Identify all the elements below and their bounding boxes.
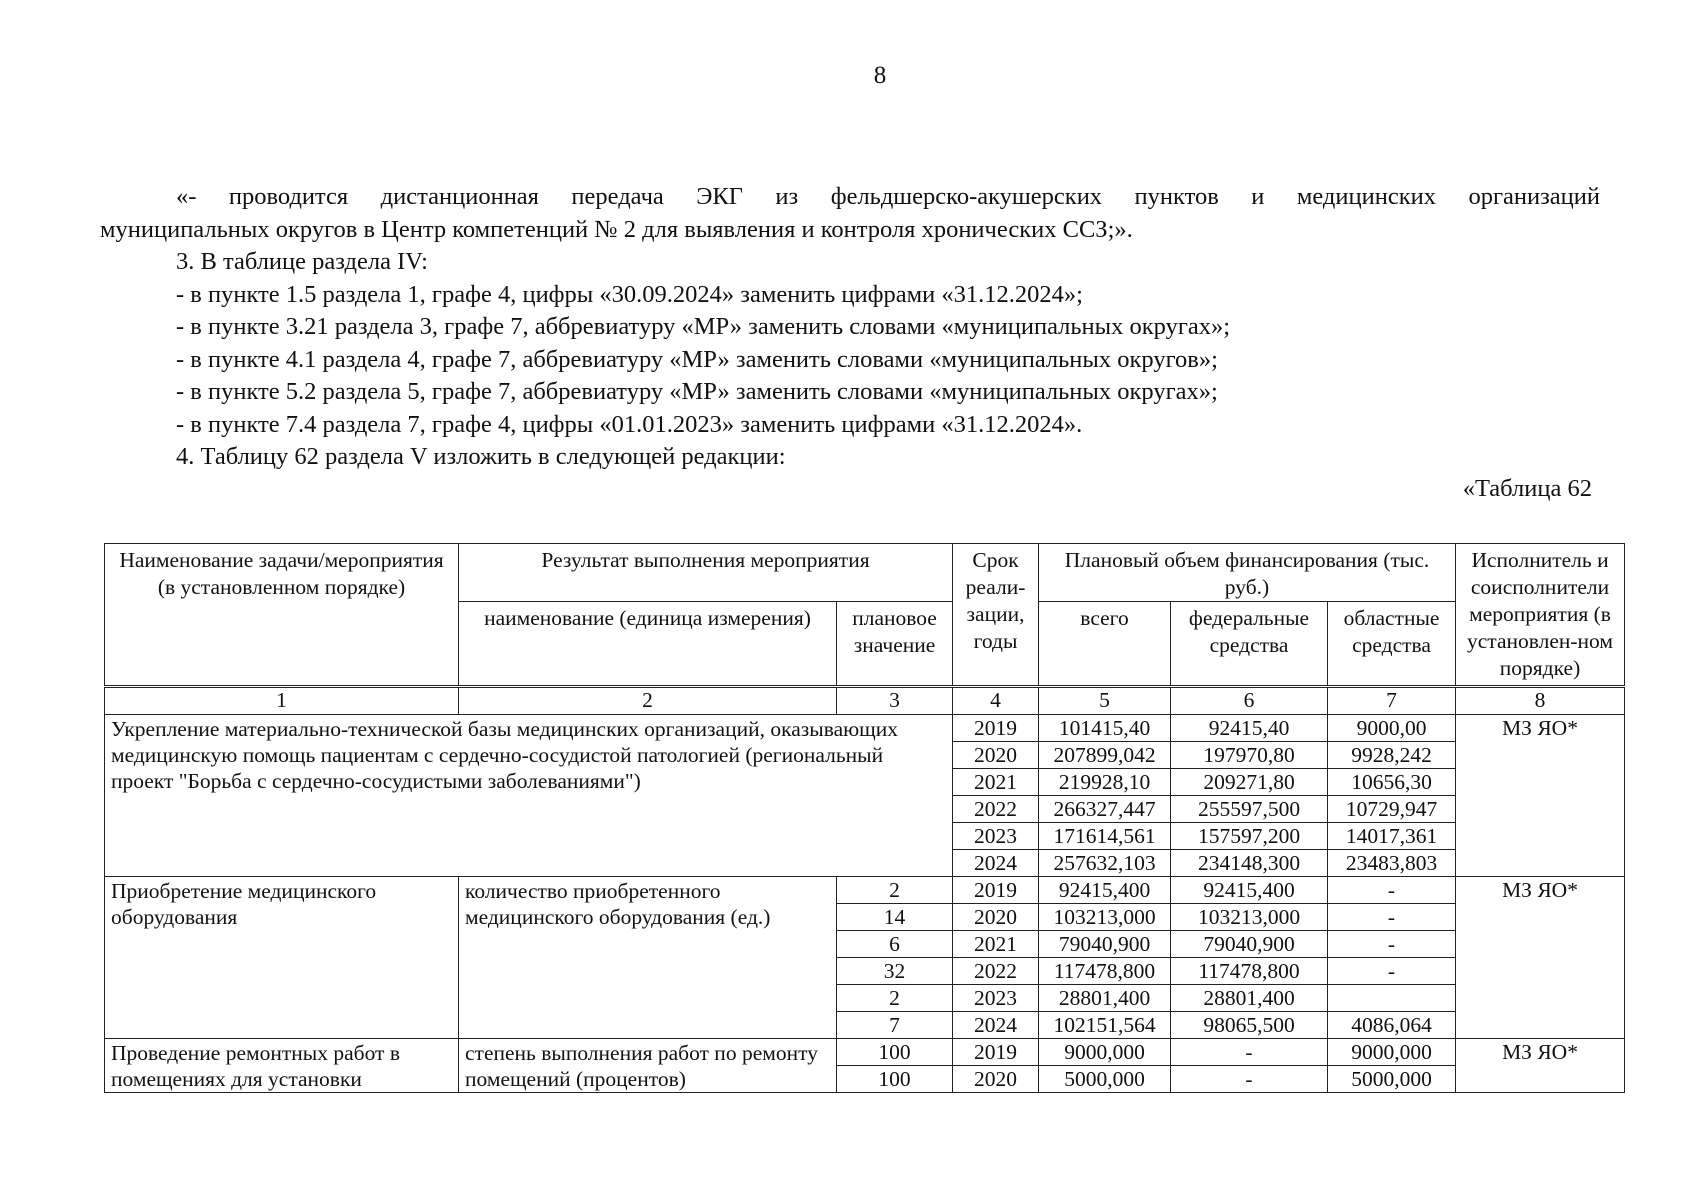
total-cell: 266327,447 — [1039, 796, 1171, 823]
amendment-item: - в пункте 5.2 раздела 5, графе 7, аббревиатуру «МР» заменить словами «муниципальных округах»; — [176, 378, 1218, 405]
column-number: 8 — [1456, 687, 1625, 715]
federal-cell: 255597,500 — [1171, 796, 1328, 823]
paragraph-section-iv: 3. В таблице раздела IV: — [176, 248, 428, 275]
column-number: 5 — [1039, 687, 1171, 715]
total-cell: 117478,800 — [1039, 958, 1171, 985]
planned-cell: 2 — [837, 985, 953, 1012]
federal-cell: 79040,900 — [1171, 931, 1328, 958]
regional-cell: 5000,000 — [1328, 1066, 1456, 1093]
year-cell: 2020 — [953, 904, 1039, 931]
column-number: 4 — [953, 687, 1039, 715]
federal-cell: - — [1171, 1039, 1328, 1066]
total-cell: 79040,900 — [1039, 931, 1171, 958]
regional-cell: - — [1328, 877, 1456, 904]
regional-cell: 9000,000 — [1328, 1039, 1456, 1066]
executor-cell: МЗ ЯО* — [1456, 715, 1625, 877]
header-regional: областные средства — [1328, 602, 1456, 687]
year-cell: 2019 — [953, 715, 1039, 742]
total-cell: 257632,103 — [1039, 850, 1171, 877]
total-cell: 219928,10 — [1039, 769, 1171, 796]
federal-cell: 209271,80 — [1171, 769, 1328, 796]
paragraph-ecg-continued: муниципальных округов в Центр компетенций № 2 для выявления и контроля хронических ССЗ;». — [100, 216, 1133, 243]
paragraph-ecg: «- проводится дистанционная передача ЭКГ из фельдшерско-акушерских пунктов и медицинских организаций — [176, 183, 1600, 210]
total-cell: 28801,400 — [1039, 985, 1171, 1012]
federal-cell: 197970,80 — [1171, 742, 1328, 769]
total-cell: 101415,40 — [1039, 715, 1171, 742]
regional-cell — [1328, 985, 1456, 1012]
year-cell: 2019 — [953, 877, 1039, 904]
task-name: Укрепление материально-технической базы медицинских организаций, оказывающих медицинскую помощь пациентам с сердечно-сосудистой патологией (региональный проект "Борьба с сердечно-сосудистыми заболеваниями") — [105, 715, 953, 877]
regional-cell: - — [1328, 931, 1456, 958]
year-cell: 2021 — [953, 769, 1039, 796]
total-cell: 171614,561 — [1039, 823, 1171, 850]
regional-cell: 23483,803 — [1328, 850, 1456, 877]
planned-cell: 100 — [837, 1039, 953, 1066]
total-cell: 207899,042 — [1039, 742, 1171, 769]
table-header-row — [105, 544, 1625, 602]
column-number: 6 — [1171, 687, 1328, 715]
paragraph-table-62: 4. Таблицу 62 раздела V изложить в следующей редакции: — [176, 443, 786, 470]
task-name: Приобретение медицинского оборудования — [105, 877, 459, 1039]
federal-cell: 92415,400 — [1171, 877, 1328, 904]
header-total: всего — [1039, 602, 1171, 687]
header-task-name: Наименование задачи/мероприятия (в установленном порядке) — [105, 544, 459, 687]
total-cell: 103213,000 — [1039, 904, 1171, 931]
result-name: количество приобретенного медицинского оборудования (ед.) — [459, 877, 837, 1039]
regional-cell: 4086,064 — [1328, 1012, 1456, 1039]
column-number: 7 — [1328, 687, 1456, 715]
regional-cell: 14017,361 — [1328, 823, 1456, 850]
column-number: 1 — [105, 687, 459, 715]
federal-cell: 157597,200 — [1171, 823, 1328, 850]
header-result-name: наименование (единица измерения) — [459, 602, 837, 687]
amendment-item: - в пункте 3.21 раздела 3, графе 7, аббревиатуру «МР» заменить словами «муниципальных округах»; — [176, 313, 1231, 340]
year-cell: 2021 — [953, 931, 1039, 958]
table-row — [105, 1039, 1625, 1066]
year-cell: 2023 — [953, 985, 1039, 1012]
regional-cell: - — [1328, 904, 1456, 931]
total-cell: 102151,564 — [1039, 1012, 1171, 1039]
header-result: Результат выполнения мероприятия — [459, 544, 953, 602]
regional-cell: - — [1328, 958, 1456, 985]
year-cell: 2020 — [953, 1066, 1039, 1093]
federal-cell: 234148,300 — [1171, 850, 1328, 877]
year-cell: 2022 — [953, 796, 1039, 823]
planned-cell: 6 — [837, 931, 953, 958]
federal-cell: - — [1171, 1066, 1328, 1093]
federal-cell: 98065,500 — [1171, 1012, 1328, 1039]
header-executor: Исполнитель и соисполнители мероприятия (в установлен-ном порядке) — [1456, 544, 1625, 687]
executor-cell: МЗ ЯО* — [1456, 1039, 1625, 1093]
year-cell: 2020 — [953, 742, 1039, 769]
financing-table — [104, 543, 1625, 1093]
page-number: 8 — [873, 62, 887, 89]
column-number: 3 — [837, 687, 953, 715]
regional-cell: 9000,00 — [1328, 715, 1456, 742]
column-number: 2 — [459, 687, 837, 715]
column-numbers-row — [105, 687, 1625, 715]
regional-cell: 10656,30 — [1328, 769, 1456, 796]
table-row — [105, 715, 1625, 742]
year-cell: 2023 — [953, 823, 1039, 850]
federal-cell: 92415,40 — [1171, 715, 1328, 742]
planned-cell: 32 — [837, 958, 953, 985]
planned-cell: 2 — [837, 877, 953, 904]
result-name: степень выполнения работ по ремонту помещений (процентов) — [459, 1039, 837, 1093]
planned-cell: 7 — [837, 1012, 953, 1039]
regional-cell: 10729,947 — [1328, 796, 1456, 823]
year-cell: 2024 — [953, 1012, 1039, 1039]
federal-cell: 28801,400 — [1171, 985, 1328, 1012]
executor-cell: МЗ ЯО* — [1456, 877, 1625, 1039]
amendment-item: - в пункте 7.4 раздела 7, графе 4, цифры «01.01.2023» заменить цифрами «31.12.2024». — [176, 411, 1083, 438]
regional-cell: 9928,242 — [1328, 742, 1456, 769]
federal-cell: 103213,000 — [1171, 904, 1328, 931]
header-federal: федеральные средства — [1171, 602, 1328, 687]
total-cell: 92415,400 — [1039, 877, 1171, 904]
amendment-item: - в пункте 1.5 раздела 1, графе 4, цифры «30.09.2024» заменить цифрами «31.12.2024»; — [176, 281, 1083, 308]
year-cell: 2022 — [953, 958, 1039, 985]
total-cell: 9000,000 — [1039, 1039, 1171, 1066]
federal-cell: 117478,800 — [1171, 958, 1328, 985]
task-name: Проведение ремонтных работ в помещениях для установки — [105, 1039, 459, 1093]
table-caption: «Таблица 62 — [1462, 475, 1592, 502]
total-cell: 5000,000 — [1039, 1066, 1171, 1093]
year-cell: 2019 — [953, 1039, 1039, 1066]
amendment-item: - в пункте 4.1 раздела 4, графе 7, аббревиатуру «МР» заменить словами «муниципальных округов»; — [176, 346, 1218, 373]
header-financing: Плановый объем финансирования (тыс. руб.) — [1039, 544, 1456, 602]
planned-cell: 100 — [837, 1066, 953, 1093]
table-row — [105, 877, 1625, 904]
planned-cell: 14 — [837, 904, 953, 931]
header-planned-value: плановое значение — [837, 602, 953, 687]
year-cell: 2024 — [953, 850, 1039, 877]
header-term: Срок реали-зации, годы — [953, 544, 1039, 687]
